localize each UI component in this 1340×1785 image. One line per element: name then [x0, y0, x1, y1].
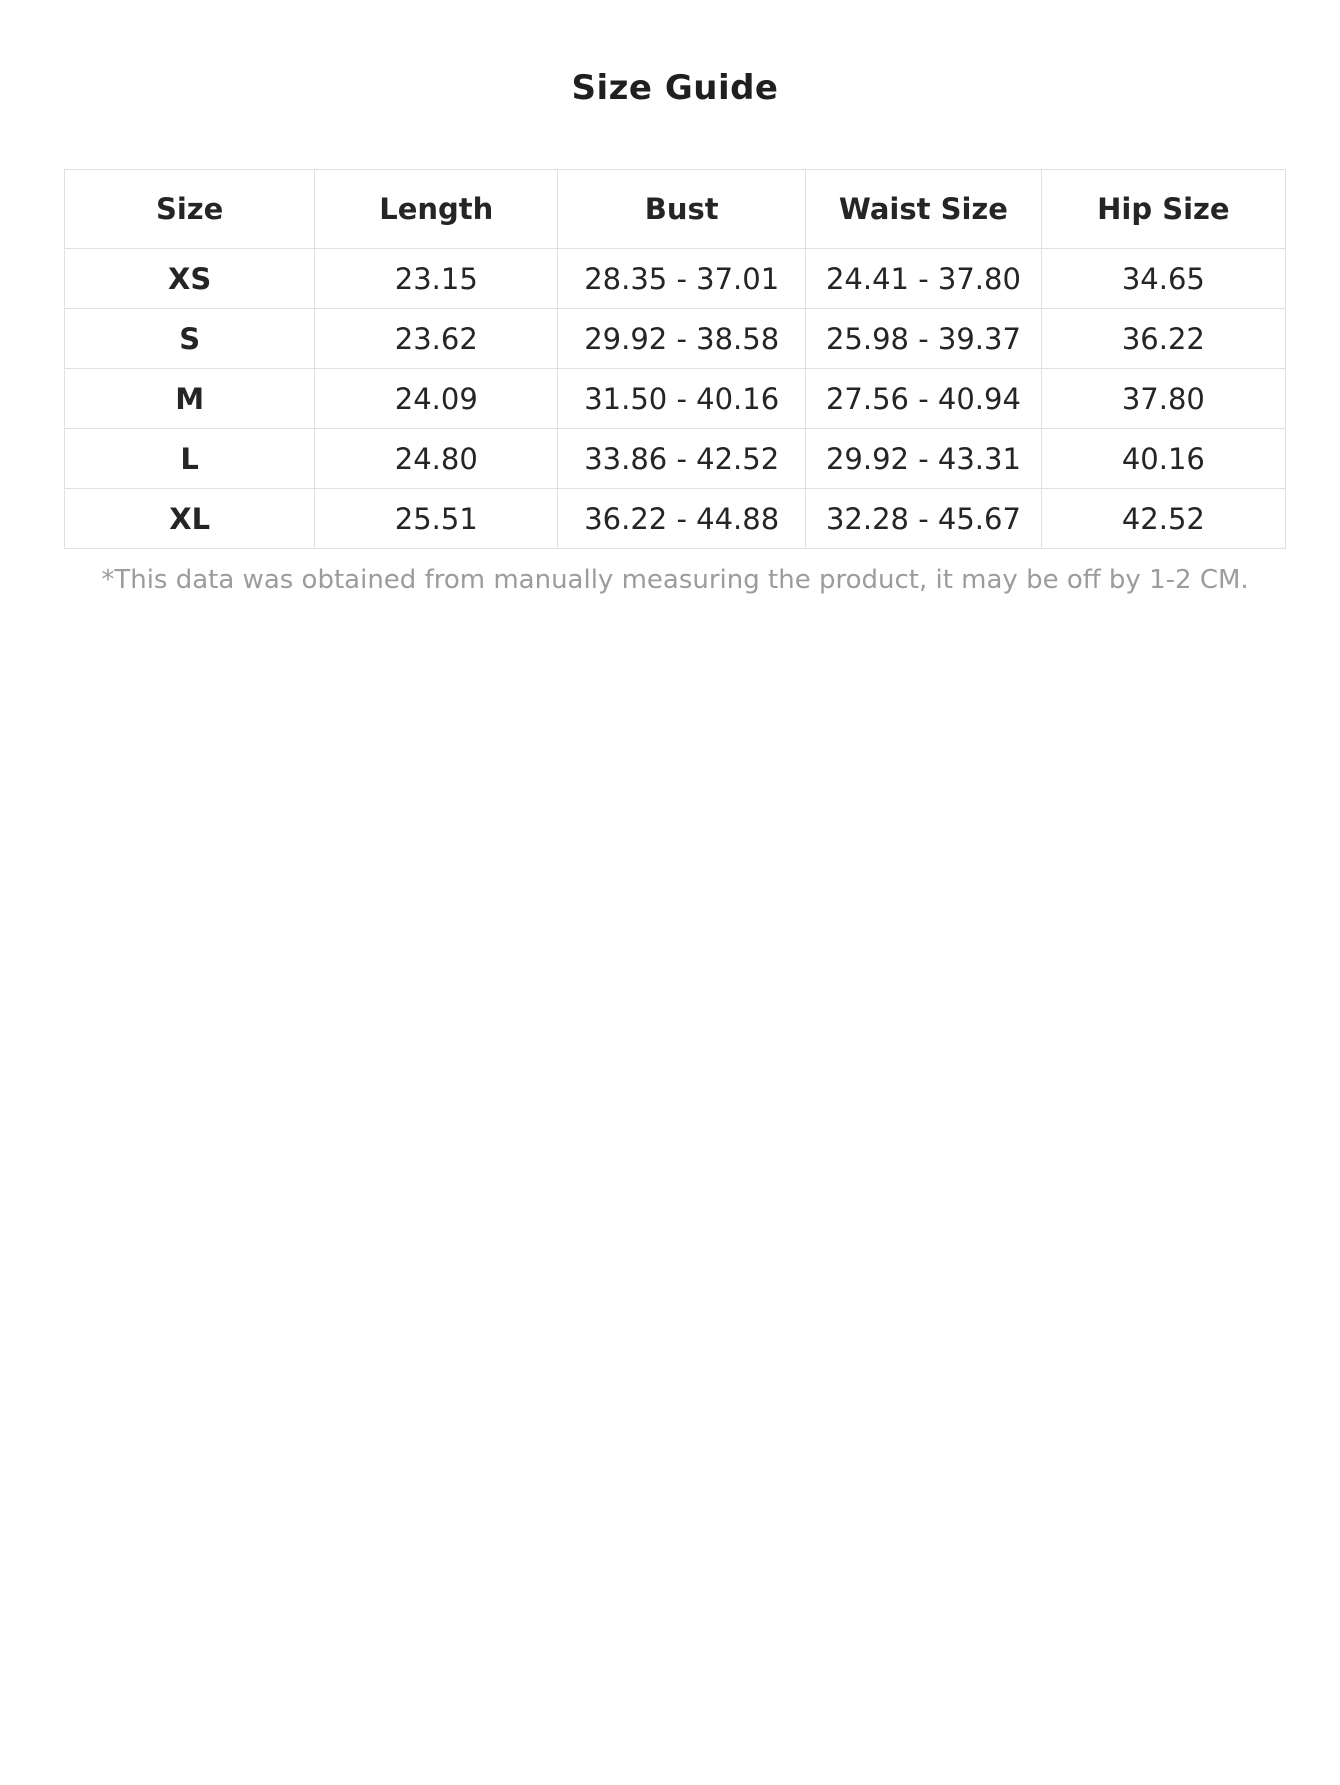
- table-cell-m-length: 24.09: [315, 369, 558, 429]
- column-header-bust: Bust: [558, 170, 806, 249]
- table-cell-l-bust: 33.86 - 42.52: [558, 429, 806, 489]
- size-guide-content: [64, 0, 1286, 598]
- table-cell-xl-waist: 32.28 - 45.67: [806, 489, 1042, 549]
- column-header-hip: Hip Size: [1041, 170, 1285, 249]
- footnote: *This data was obtained from manually measuring the product, it may be off by 1-2 CM.: [101, 565, 1249, 595]
- row-label-xl: XL: [65, 489, 315, 549]
- table-row-s: [65, 309, 1286, 369]
- table-cell-xl-bust: 36.22 - 44.88: [558, 489, 806, 549]
- table-cell-m-waist: 27.56 - 40.94: [806, 369, 1042, 429]
- table-cell-l-hip: 40.16: [1041, 429, 1285, 489]
- table-row-xs: [65, 249, 1286, 309]
- column-header-size: Size: [65, 170, 315, 249]
- table-cell-xl-length: 25.51: [315, 489, 558, 549]
- table-cell-s-length: 23.62: [315, 309, 558, 369]
- table-row-l: [65, 429, 1286, 489]
- table-row-xl: [65, 489, 1286, 549]
- table-cell-xs-length: 23.15: [315, 249, 558, 309]
- table-cell-xs-bust: 28.35 - 37.01: [558, 249, 806, 309]
- table-cell-l-waist: 29.92 - 43.31: [806, 429, 1042, 489]
- table-cell-m-bust: 31.50 - 40.16: [558, 369, 806, 429]
- column-header-length: Length: [315, 170, 558, 249]
- table-cell-xs-waist: 24.41 - 37.80: [806, 249, 1042, 309]
- table-cell-s-hip: 36.22: [1041, 309, 1285, 369]
- table-row-m: [65, 369, 1286, 429]
- row-label-l: L: [65, 429, 315, 489]
- row-label-s: S: [65, 309, 315, 369]
- table-cell-xl-hip: 42.52: [1041, 489, 1285, 549]
- row-label-xs: XS: [65, 249, 315, 309]
- size-guide-table: [64, 169, 1286, 549]
- table-cell-s-waist: 25.98 - 39.37: [806, 309, 1042, 369]
- table-header-row: [65, 170, 1286, 249]
- table-cell-s-bust: 29.92 - 38.58: [558, 309, 806, 369]
- table-cell-xs-hip: 34.65: [1041, 249, 1285, 309]
- row-label-m: M: [65, 369, 315, 429]
- table-cell-m-hip: 37.80: [1041, 369, 1285, 429]
- table-cell-l-length: 24.80: [315, 429, 558, 489]
- page-title: Size Guide: [571, 68, 779, 108]
- column-header-waist: Waist Size: [806, 170, 1042, 249]
